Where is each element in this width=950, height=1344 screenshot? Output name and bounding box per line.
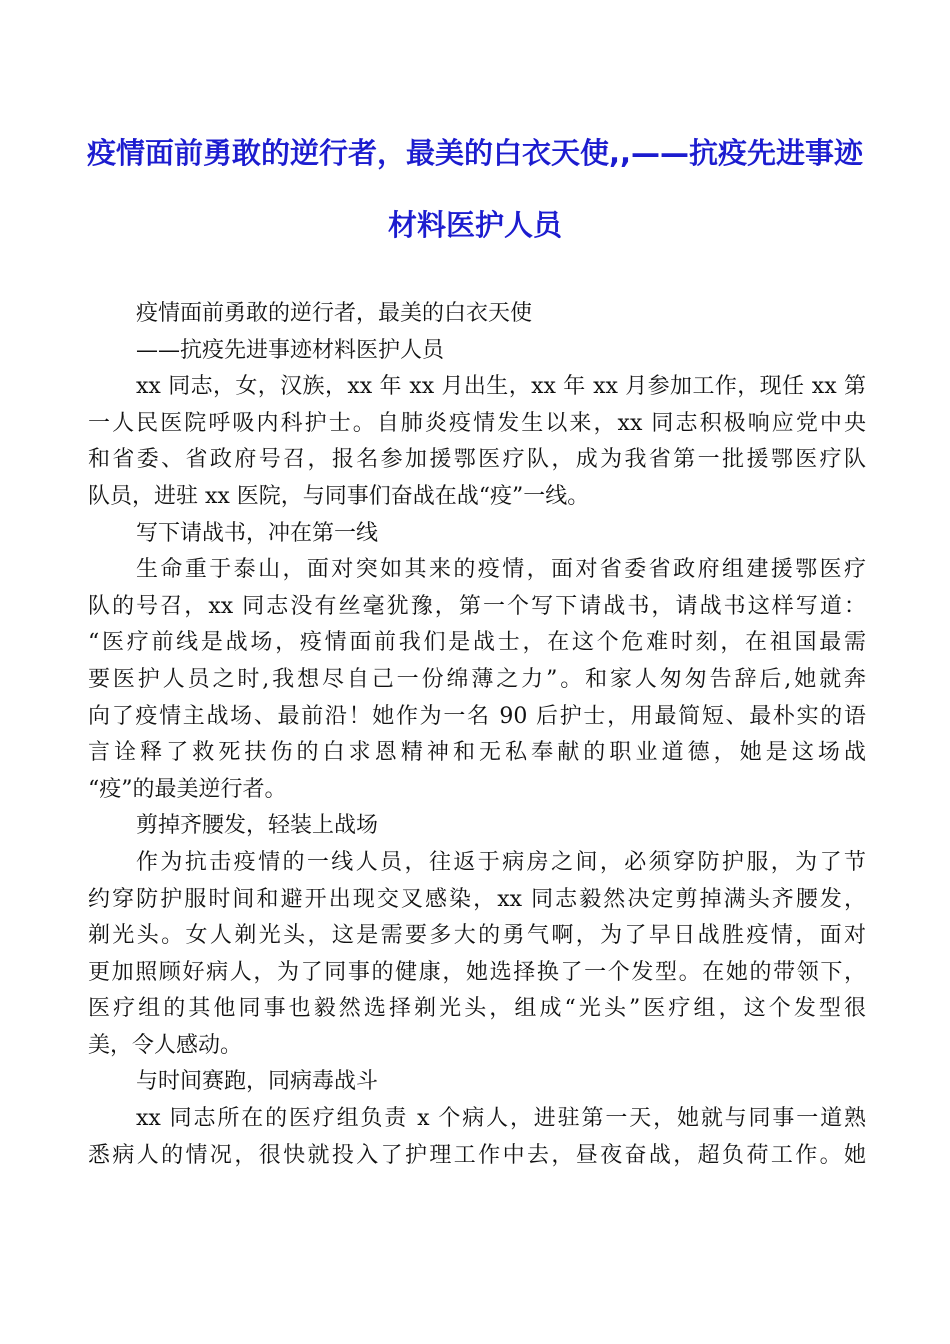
paragraph-line: xx 同志所在的医疗组负责 x 个病人，进驻第一天，她就与同事一道熟 bbox=[136, 1106, 866, 1132]
paragraph-line: 向了疫情主战场、最前沿！她作为一名 90 后护士，用最简短、最朴实的语 bbox=[88, 703, 866, 729]
paragraph-line: 生命重于泰山，面对突如其来的疫情，面对省委省政府组建援鄂医疗 bbox=[136, 557, 866, 583]
document-title-line-2: 材料医护人员 bbox=[387, 208, 562, 242]
subtitle-line-2: ——抗疫先进事迹材料医护人员 bbox=[136, 337, 445, 363]
paragraph-line: 要医护人员之时,我想尽自己一份绵薄之力”。和家人匆匆告辞后,她就奔 bbox=[88, 666, 866, 692]
paragraph-line: 队的号召，xx 同志没有丝毫犹豫，第一个写下请战书，请战书这样写道： bbox=[88, 593, 866, 619]
paragraph-line: 剃光头。女人剃光头，这是需要多大的勇气啊，为了早日战胜疫情，面对 bbox=[88, 923, 866, 949]
paragraph-line: 美，令人感动。 bbox=[88, 1032, 243, 1058]
subtitle-line-1: 疫情面前勇敢的逆行者，最美的白衣天使 bbox=[136, 301, 533, 326]
document-body bbox=[88, 296, 866, 1174]
section-heading-3: 与时间赛跑，同病毒战斗 bbox=[136, 1069, 379, 1095]
paragraph-line: 更加照顾好病人，为了同事的健康，她选择换了一个发型。在她的带领下， bbox=[88, 959, 866, 985]
paragraph-line: “疫”的最美逆行者。 bbox=[88, 776, 287, 802]
paragraph-line: 作为抗击疫情的一线人员，往返于病房之间，必须穿防护服，为了节 bbox=[136, 849, 866, 875]
section-heading-1: 写下请战书，冲在第一线 bbox=[136, 520, 379, 546]
paragraph-line: 队员，进驻 xx 医院，与同事们奋战在战“疫”一线。 bbox=[88, 483, 590, 509]
section-3-paragraph bbox=[88, 1101, 866, 1174]
paragraph-line: 和省委、省政府号召，报名参加援鄂医疗队，成为我省第一批援鄂医疗队 bbox=[88, 447, 866, 473]
paragraph-line: 言诠释了救死扶伤的白求恩精神和无私奉献的职业道德，她是这场战 bbox=[88, 740, 866, 766]
section-1-paragraph bbox=[88, 552, 866, 808]
paragraph-line: 约穿防护服时间和避开出现交叉感染，xx 同志毅然决定剪掉满头齐腰发， bbox=[88, 886, 866, 912]
document-title-line-1: 疫情面前勇敢的逆行者，最美的白衣天使,,——抗疫先进事迹 bbox=[86, 136, 864, 170]
paragraph-line: 医疗组的其他同事也毅然选择剃光头，组成“光头”医疗组，这个发型很 bbox=[88, 996, 866, 1022]
paragraph-line: 一人民医院呼吸内科护士。自肺炎疫情发生以来，xx 同志积极响应党中央 bbox=[88, 410, 866, 436]
paragraph-line: “医疗前线是战场，疫情面前我们是战士，在这个危难时刻，在祖国最需 bbox=[88, 630, 866, 656]
paragraph-line: xx 同志，女，汉族，xx 年 xx 月出生，xx 年 xx 月参加工作，现任 xx 第 bbox=[136, 374, 866, 400]
section-2-paragraph bbox=[88, 845, 866, 1065]
paragraph-line: 悉病人的情况，很快就投入了护理工作中去，昼夜奋战，超负荷工作。她 bbox=[88, 1142, 866, 1168]
intro-paragraph bbox=[88, 369, 866, 515]
section-heading-2: 剪掉齐腰发，轻装上战场 bbox=[136, 813, 379, 839]
